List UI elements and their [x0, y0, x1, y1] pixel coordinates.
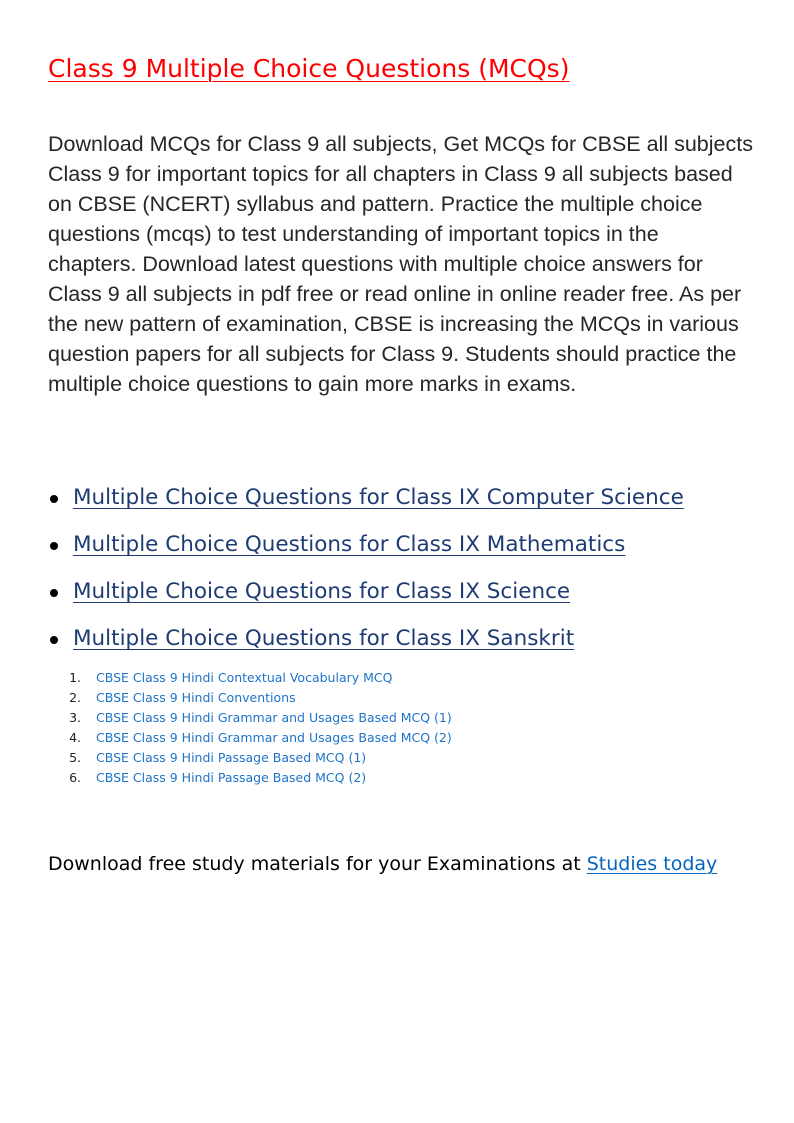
- list-item: [48, 768, 452, 788]
- link-hindi-grammar-2[interactable]: CBSE Class 9 Hindi Grammar and Usages Based MCQ (2): [96, 730, 452, 745]
- list-item: [48, 480, 684, 527]
- list-number: 2.: [69, 690, 81, 705]
- list-item: [48, 668, 452, 688]
- page-title: Class 9 Multiple Choice Questions (MCQs): [48, 54, 570, 83]
- list-item: [48, 527, 684, 574]
- list-item: [48, 708, 452, 728]
- list-item: [48, 748, 452, 768]
- list-number: 1.: [69, 670, 81, 685]
- footer-text: Download free study materials for your Examinations at: [48, 853, 587, 875]
- list-number: 3.: [69, 710, 81, 725]
- list-number: 4.: [69, 730, 81, 745]
- intro-paragraph: Download MCQs for Class 9 all subjects, Get MCQs for CBSE all subjects Class 9 for important topics for all chapters in Class 9 all subjects based on CBSE (NCERT) syllabus and pattern. Practice the multiple choice questions (mcqs) to test understanding of important topics in the chapters. Download latest questions with multiple choice answers for Class 9 all subjects in pdf free or read online in online reader free. As per the new pattern of examination, CBSE is increasing the MCQs in various question papers for all subjects for Class 9. Students should practice the multiple choice questions to gain more marks in exams.: [48, 132, 753, 396]
- bullet-icon: [50, 495, 58, 503]
- link-hindi-passage-2[interactable]: CBSE Class 9 Hindi Passage Based MCQ (2): [96, 770, 367, 785]
- subject-links-list: [48, 480, 684, 668]
- link-hindi-contextual-vocabulary[interactable]: CBSE Class 9 Hindi Contextual Vocabulary MCQ: [96, 670, 393, 685]
- link-hindi-grammar-1[interactable]: CBSE Class 9 Hindi Grammar and Usages Based MCQ (1): [96, 710, 452, 725]
- link-mathematics[interactable]: Multiple Choice Questions for Class IX Mathematics: [73, 532, 626, 557]
- bullet-icon: [50, 589, 58, 597]
- list-item: [48, 728, 452, 748]
- list-number: 5.: [69, 750, 81, 765]
- link-computer-science[interactable]: Multiple Choice Questions for Class IX Computer Science: [73, 485, 684, 510]
- bullet-icon: [50, 636, 58, 644]
- footer-line: [48, 849, 717, 879]
- studies-today-link[interactable]: Studies today: [586, 853, 718, 875]
- link-science[interactable]: Multiple Choice Questions for Class IX Science: [73, 579, 571, 604]
- hindi-links-list: [48, 668, 452, 788]
- list-number: 6.: [69, 770, 81, 785]
- link-sanskrit[interactable]: Multiple Choice Questions for Class IX Sanskrit: [73, 626, 575, 651]
- link-hindi-conventions[interactable]: CBSE Class 9 Hindi Conventions: [96, 690, 296, 705]
- list-item: [48, 688, 452, 708]
- list-item: [48, 574, 684, 621]
- link-hindi-passage-1[interactable]: CBSE Class 9 Hindi Passage Based MCQ (1): [96, 750, 367, 765]
- list-item: [48, 621, 684, 668]
- bullet-icon: [50, 542, 58, 550]
